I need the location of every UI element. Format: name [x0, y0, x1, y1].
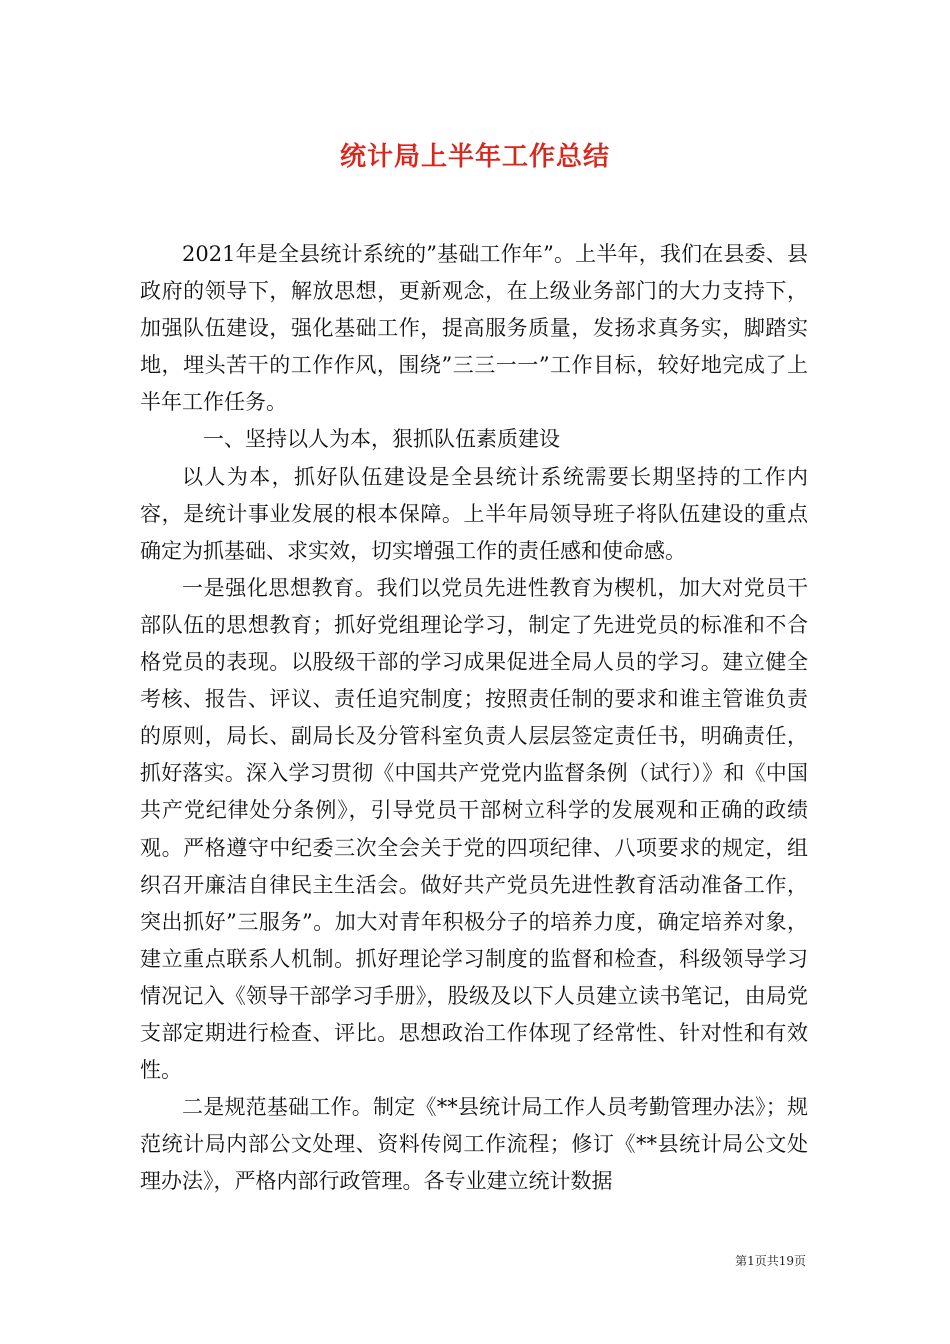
page-number: 第1页共19页	[735, 1254, 806, 1268]
paragraph-thought-education: 一是强化思想教育。我们以党员先进性教育为楔机，加大对党员干部队伍的思想教育；抓好党组理论学习，制定了先进党员的标准和不合格党员的表现。以股级干部的学习成果促进全局人员的学习。建立健全考核、报告、评议、责任追究制度；按照责任制的要求和谁主管谁负责的原则，局长、副局长及分管科室负责人层层签定责任书，明确责任，抓好落实。深入学习贯彻《中国共产党党内监督条例（试行）》和《中国共产党纪律处分条例》，引导党员干部树立科学的发展观和正确的政绩观。严格遵守中纪委三次全会关于党的四项纪律、八项要求的规定，组织召开廉洁自律民主生活会。做好共产党员先进性教育活动准备工作，突出抓好”三服务”。加大对青年积极分子的培养力度，确定培养对象，建立重点联系人机制。抓好理论学习制度的监督和检查，科级领导学习情况记入《领导干部学习手册》，股级及以下人员建立读书笔记，由局党支部定期进行检查、评比。思想政治工作体现了经常性、针对性和有效性。	[140, 575, 808, 1083]
paragraph-intro: 2021年是全县统计系统的”基础工作年”。上半年，我们在县委、县政府的领导下，解放思想，更新观念，在上级业务部门的大力支持下，加强队伍建设，强化基础工作，提高服务质量，发扬求真务实，脚踏实地，埋头苦干的工作作风，围绕”三三一一”工作目标，较好地完成了上半年工作任务。	[140, 242, 808, 415]
document-title: 统计局上半年工作总结	[339, 142, 610, 172]
document-body	[140, 236, 808, 1200]
section-heading-1: 一、坚持以人为本，狠抓队伍素质建设	[203, 427, 560, 452]
paragraph-basic-work: 二是规范基础工作。制定《**县统计局工作人员考勤管理办法》；规范统计局内部公文处理、资料传阅工作流程；修订《**县统计局公文处理办法》，严格内部行政管理。各专业建立统计数据	[140, 1095, 808, 1194]
paragraph-section-1-intro: 以人为本，抓好队伍建设是全县统计系统需要长期坚持的工作内容，是统计事业发展的根本保障。上半年局领导班子将队伍建设的重点确定为抓基础、求实效，切实增强工作的责任感和使命感。	[140, 464, 808, 563]
